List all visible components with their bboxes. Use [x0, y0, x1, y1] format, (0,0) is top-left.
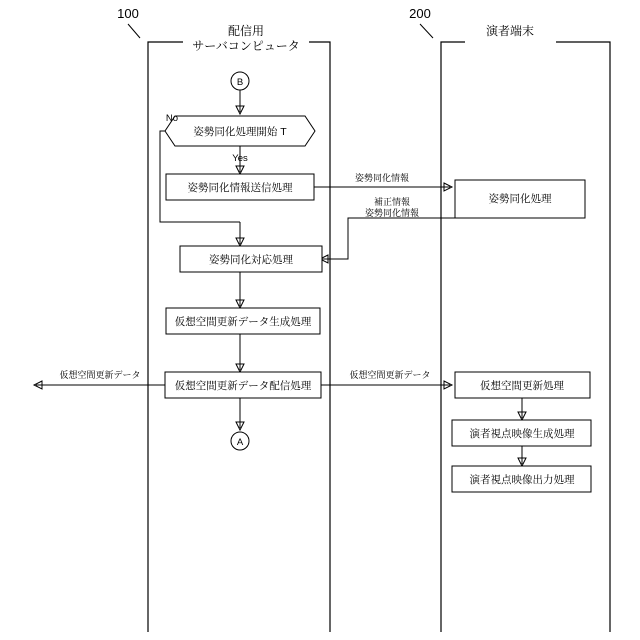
lane-server-title-line1: 配信用 [227, 24, 265, 38]
label-vs-update-left: 仮想空間更新データ [59, 370, 141, 380]
label-posture-info: 姿勢同化情報 [354, 173, 410, 183]
decision-start-label: 姿勢同化処理開始 T [193, 125, 287, 138]
lane-performer-ref: 200 [409, 6, 431, 21]
label-correction-info-line1: 補正情報 [373, 197, 411, 207]
lane-server-ref-leader [128, 24, 140, 38]
performer-view-output-label: 演者視点映像出力処理 [469, 473, 575, 486]
connector-a-label: A [236, 437, 244, 448]
connector-b-label: B [236, 77, 244, 88]
branch-yes-label: Yes [232, 153, 248, 164]
performer-view-gen-label: 演者視点映像生成処理 [469, 427, 575, 440]
posture-response-label: 姿勢同化対応処理 [209, 253, 293, 266]
lane-server-title-line2: サーバコンピュータ [192, 39, 300, 53]
vs-update-gen-label: 仮想空間更新データ生成処理 [174, 315, 312, 328]
lane-performer-title: 演者端末 [485, 24, 535, 38]
flow-correction-info [322, 218, 455, 259]
send-posture-info-label: 姿勢同化情報送信処理 [187, 181, 293, 194]
label-vs-update-right: 仮想空間更新データ [349, 370, 431, 380]
lane-server-ref: 100 [117, 6, 139, 21]
vs-update-label: 仮想空間更新処理 [480, 379, 564, 392]
lane-performer-ref-leader [420, 24, 433, 38]
branch-no-label: No [165, 113, 179, 124]
lane-performer-outline [441, 42, 610, 632]
vs-update-deliver-label: 仮想空間更新データ配信処理 [174, 379, 312, 392]
posture-sync-label: 姿勢同化処理 [488, 192, 552, 205]
label-correction-info-line2: 姿勢同化情報 [364, 208, 420, 218]
